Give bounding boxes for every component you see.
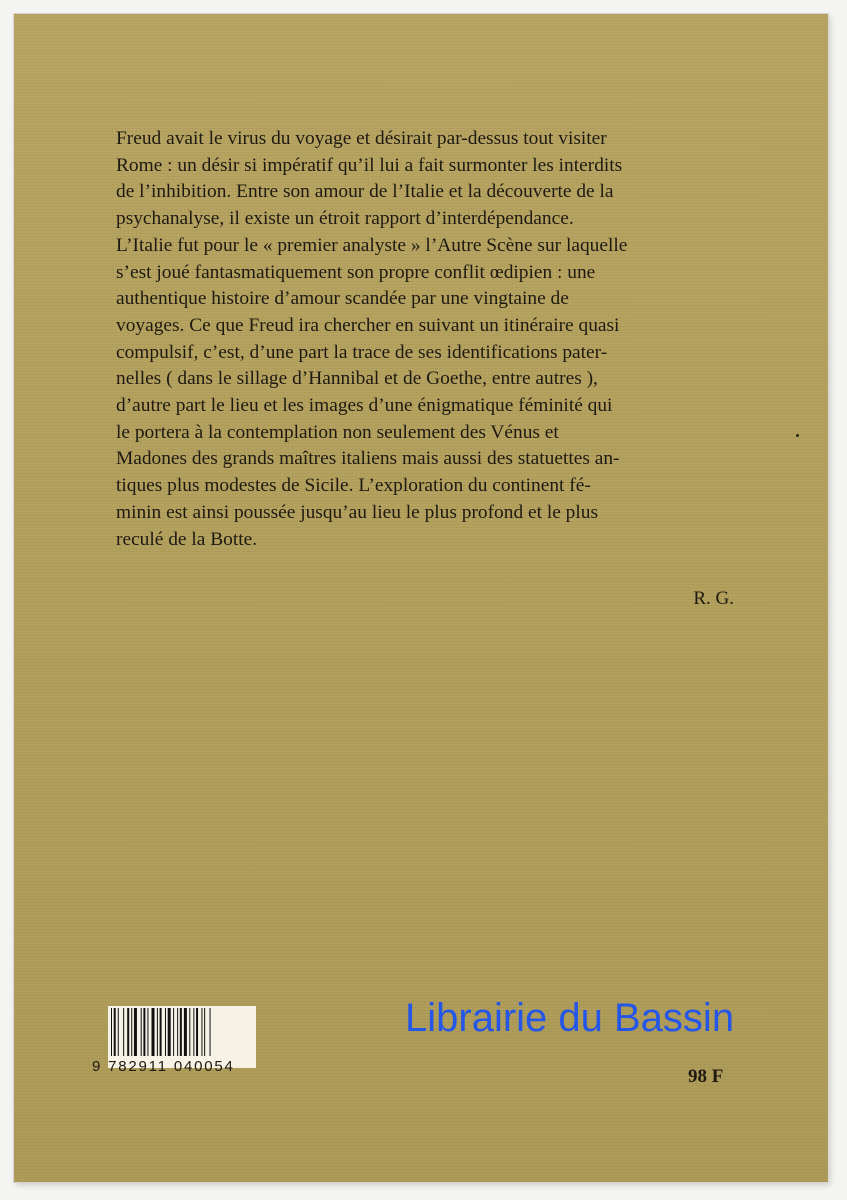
blurb-line: compulsif, c’est, d’une part la trace de ses identifications pater- [116,341,608,363]
blurb-line: tiques plus modestes de Sicile. L’exploration du continent fé- [116,475,591,497]
author-signature: R. G. [693,588,734,609]
speck-mark [796,434,799,437]
bookstore-watermark: Librairie du Bassin [405,996,735,1040]
isbn-number: 9 782911 040054 [92,1058,235,1075]
blurb-line: minin est ainsi poussée jusqu’au lieu le plus profond et le plus [116,501,599,523]
blurb-text [116,126,737,553]
price-label: 98 F [688,1066,724,1087]
blurb-line: reculé de la Botte. [116,528,258,550]
blurb-line: s’est joué fantasmatiquement son propre conflit œdipien : une [116,261,596,283]
blurb-line: Rome : un désir si impératif qu’il lui a fait surmonter les interdits [116,154,623,176]
blurb-line: le portera à la contemplation non seulement des Vénus et [116,421,559,443]
blurb-line: d’autre part le lieu et les images d’une énigmatique féminité qui [116,395,613,417]
blurb-line: Freud avait le virus du voyage et désirait par-dessus tout visiter [116,128,607,149]
blurb-line: nelles ( dans le sillage d’Hannibal et de Goethe, entre autres ), [116,368,598,390]
blurb-line: Madones des grands maîtres italiens mais aussi des statuettes an- [116,448,620,470]
blurb-line: L’Italie fut pour le « premier analyste » l’Autre Scène sur laquelle [116,234,628,256]
blurb-line: psychanalyse, il existe un étroit rapport d’interdépendance. [116,208,574,230]
blurb-line: authentique histoire d’amour scandée par une vingtaine de [116,288,569,310]
blurb-line: de l’inhibition. Entre son amour de l’Italie et la découverte de la [116,181,614,203]
blurb-line: voyages. Ce que Freud ira chercher en suivant un itinéraire quasi [116,314,620,336]
